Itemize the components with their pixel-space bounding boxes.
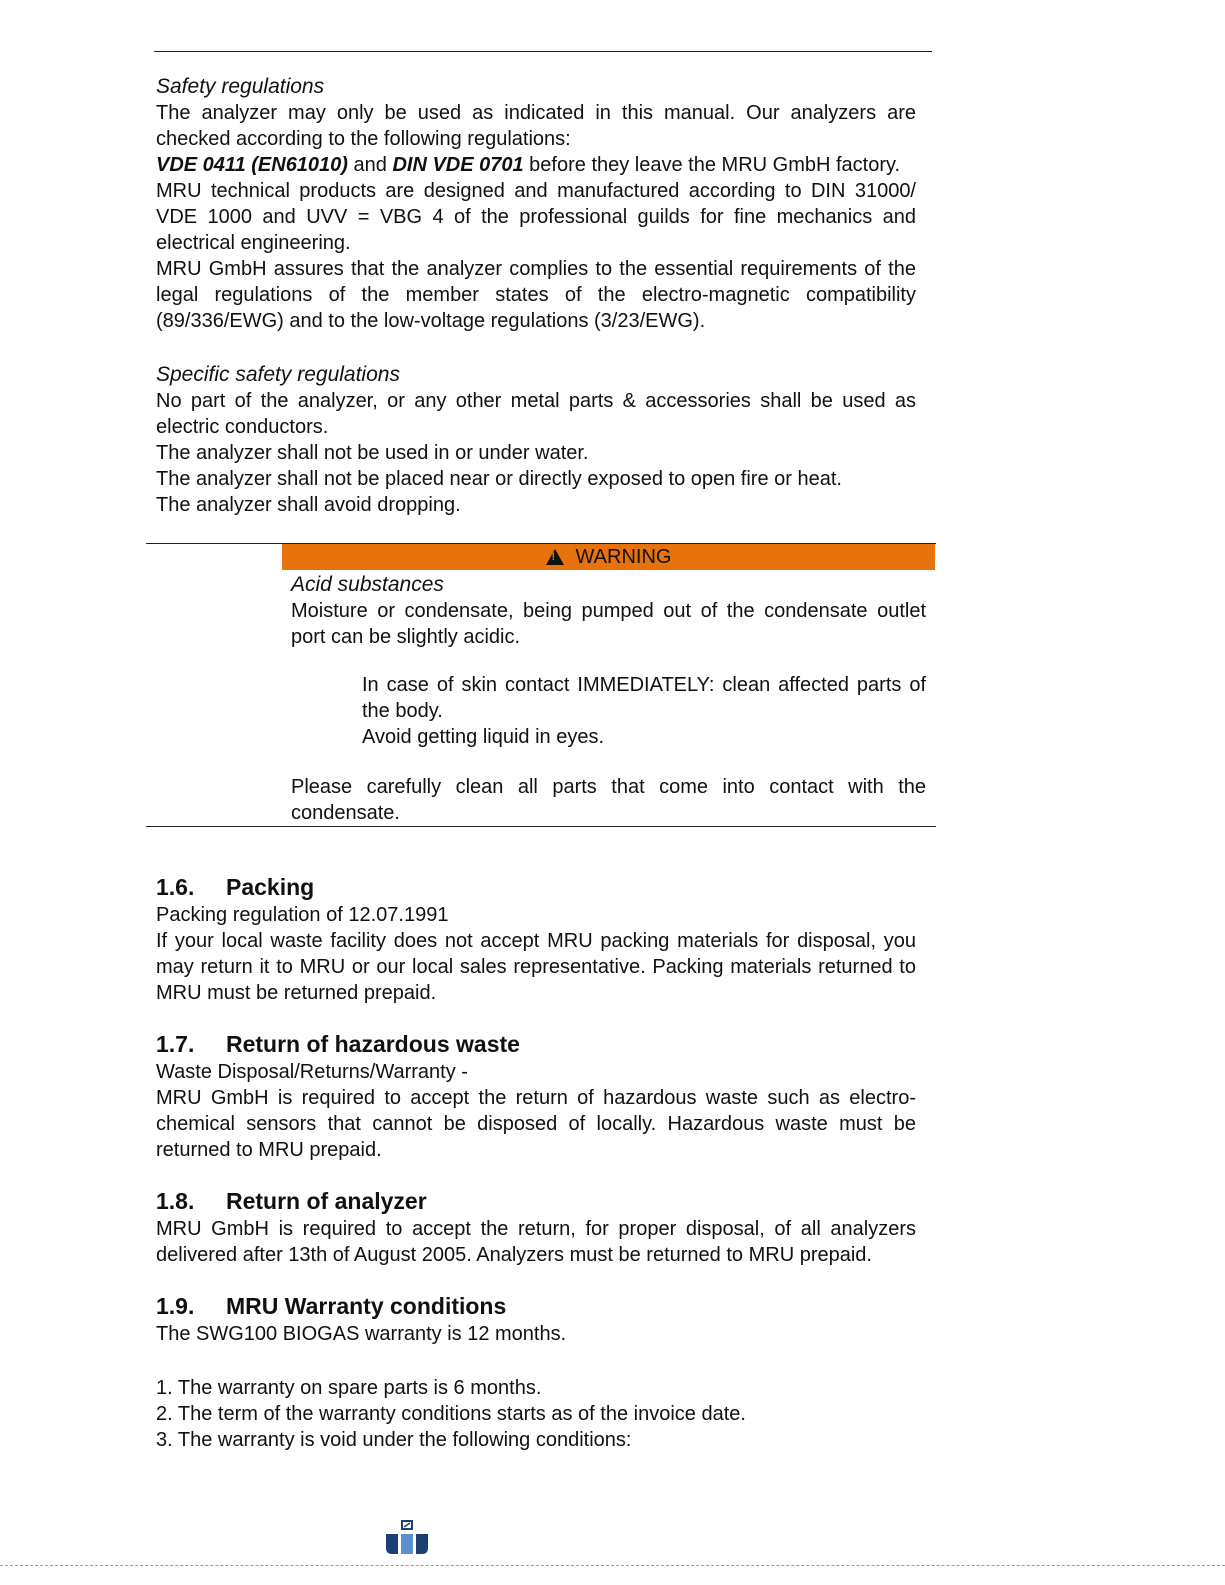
warning-body	[291, 572, 926, 826]
warning-instruction-1: In case of skin contact IMMEDIATELY: clean affected parts of the body.	[362, 674, 926, 722]
section-number: 1.9.	[156, 1293, 195, 1319]
warning-paragraph-1: Moisture or condensate, being pumped out of the condensate outlet port can be slightly acidic.	[291, 600, 926, 648]
section-title: MRU Warranty conditions	[226, 1293, 507, 1319]
section-title: Return of hazardous waste	[226, 1031, 520, 1057]
warranty-item-2: 2. The term of the warranty conditions starts as of the invoice date.	[156, 1403, 746, 1425]
return-analyzer-heading	[156, 1186, 916, 1216]
hazard-paragraph: MRU GmbH is required to accept the return of hazardous waste such as electro-chemical sensors that cannot be disposed of locally. Hazardous waste must be returned to MRU prepaid.	[156, 1087, 916, 1161]
packing-line-1: Packing regulation of 12.07.1991	[156, 904, 449, 926]
warning-paragraph-2: Please carefully clean all parts that come into contact with the condensate.	[291, 776, 926, 824]
section-number: 1.6.	[156, 874, 195, 900]
specific-safety-section	[156, 362, 916, 518]
mru-logo-icon	[386, 1520, 428, 1556]
safety-paragraph-2	[156, 152, 916, 178]
warranty-section	[156, 1291, 916, 1453]
safety-paragraph-4: MRU GmbH assures that the analyzer complies to the essential requirements of the legal regulations of the member states of the electro-magnetic compatibility (89/336/EWG) and to the low-voltage regulations (3/23/EWG).	[156, 258, 916, 332]
top-rule	[154, 51, 932, 52]
section-number: 1.7.	[156, 1031, 195, 1057]
hazardous-waste-section	[156, 1029, 916, 1163]
page-bottom-edge	[0, 1565, 1225, 1566]
warning-title: Acid substances	[291, 573, 444, 596]
specific-safety-title: Specific safety regulations	[156, 363, 400, 386]
section-number: 1.8.	[156, 1188, 195, 1214]
warning-instruction-2: Avoid getting liquid in eyes.	[362, 726, 605, 748]
safety-paragraph-3: MRU technical products are designed and manufactured according to DIN 31000/ VDE 1000 and UVV = VBG 4 of the professional guilds for fine mechanics and electrical engineering.	[156, 180, 916, 254]
specific-line-4: The analyzer shall avoid dropping.	[156, 494, 461, 516]
packing-paragraph: If your local waste facility does not accept MRU packing materials for disposal, you may return it to MRU or our local sales representative. Packing materials returned to MRU must be returned prepaid.	[156, 930, 916, 1004]
hazard-line-1: Waste Disposal/Returns/Warranty -	[156, 1061, 468, 1083]
warning-triangle-icon	[546, 549, 564, 565]
warning-bottom-rule	[146, 826, 936, 827]
warranty-line-1: The SWG100 BIOGAS warranty is 12 months.	[156, 1323, 567, 1345]
safety-title: Safety regulations	[156, 75, 325, 98]
specific-line-2: The analyzer shall not be used in or under water.	[156, 442, 589, 464]
packing-heading	[156, 872, 916, 902]
standard-vde-0411: VDE 0411 (EN61010)	[156, 154, 348, 176]
warranty-item-1: 1. The warranty on spare parts is 6 months.	[156, 1377, 542, 1399]
section-title: Return of analyzer	[226, 1188, 427, 1214]
return-analyzer-section	[156, 1186, 916, 1268]
standard-din-vde-0701: DIN VDE 0701	[392, 154, 524, 176]
specific-line-1: No part of the analyzer, or any other metal parts & accessories shall be used as electric conductors.	[156, 390, 916, 438]
packing-section	[156, 872, 916, 1006]
warning-banner	[282, 544, 935, 570]
safety-section	[156, 74, 916, 334]
section-title: Packing	[226, 874, 315, 900]
warranty-item-3: 3. The warranty is void under the following conditions:	[156, 1429, 632, 1451]
analyzer-paragraph: MRU GmbH is required to accept the return, for proper disposal, of all analyzers delivered after 13th of August 2005. Analyzers must be returned to MRU prepaid.	[156, 1218, 916, 1266]
safety-paragraph-1: The analyzer may only be used as indicated in this manual. Our analyzers are checked according to the following regulations:	[156, 102, 916, 150]
hazardous-waste-heading	[156, 1029, 916, 1059]
warning-label: WARNING	[575, 546, 672, 568]
warranty-heading	[156, 1291, 916, 1321]
factory-text: before they leave the MRU GmbH factory.	[523, 154, 901, 176]
and-word: and	[347, 154, 393, 176]
specific-line-3: The analyzer shall not be placed near or directly exposed to open fire or heat.	[156, 468, 842, 490]
